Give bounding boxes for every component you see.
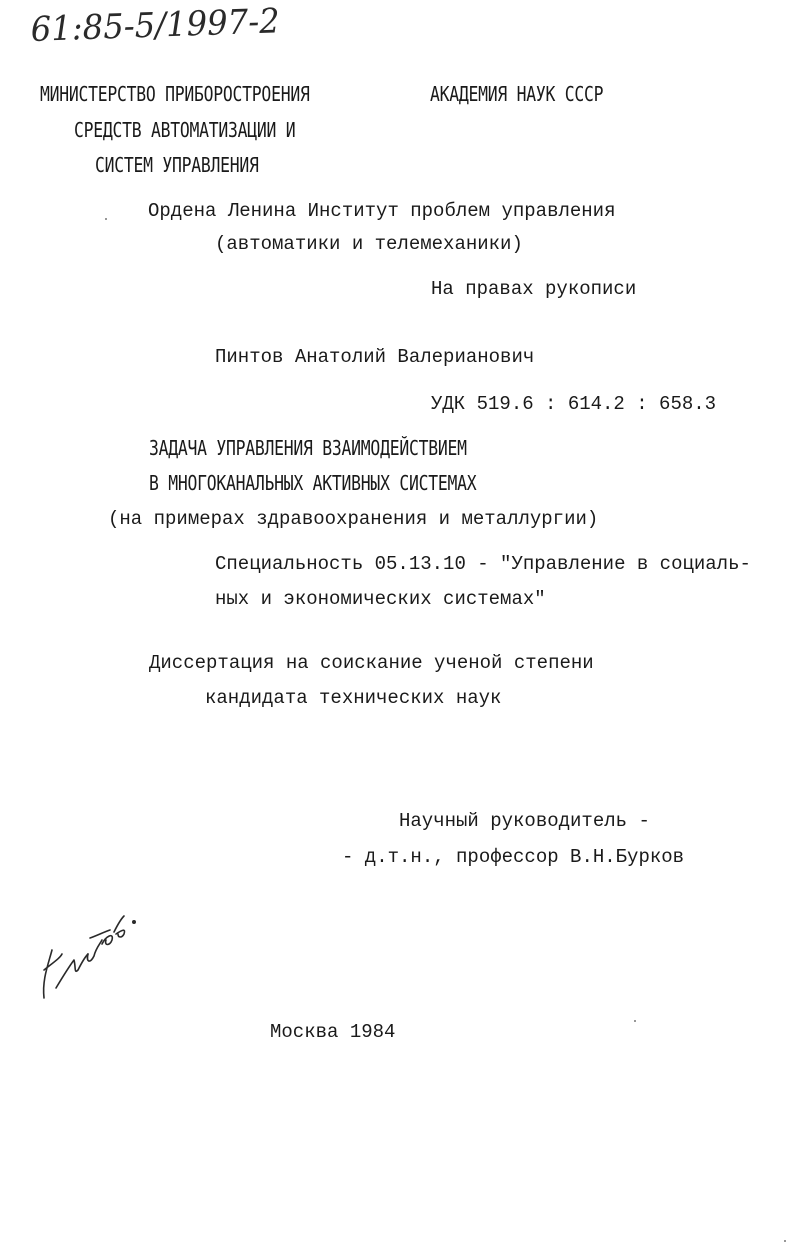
specialty-line-2: ных и экономических системах": [215, 588, 546, 610]
scan-speck: [784, 1240, 786, 1242]
thesis-subtitle: (на примерах здравоохранения и металлургии): [108, 508, 599, 530]
author-name: Пинтов Анатолий Валерианович: [215, 346, 535, 368]
author-signature: [30, 910, 140, 1010]
manuscript-rights: На правах рукописи: [431, 278, 637, 300]
dissertation-line-1: Диссертация на соискание ученой степени: [149, 652, 594, 674]
thesis-title-line-1: ЗАДАЧА УПРАВЛЕНИЯ ВЗАИМОДЕЙСТВИЕМ: [149, 436, 467, 460]
academy-heading: АКАДЕМИЯ НАУК СССР: [430, 82, 604, 106]
scan-speck: [105, 218, 107, 220]
dissertation-line-2: кандидата технических наук: [205, 687, 502, 709]
ministry-line-2: СРЕДСТВ АВТОМАТИЗАЦИИ И: [74, 118, 296, 142]
archive-mark: 61:85-5/1997-2: [30, 1, 281, 50]
specialty-line-1: Специальность 05.13.10 - "Управление в социаль-: [215, 553, 751, 575]
scan-speck: [634, 1020, 636, 1022]
institute-line-2: (автоматики и телемеханики): [215, 233, 523, 255]
thesis-title-line-2: В МНОГОКАНАЛЬНЫХ АКТИВНЫХ СИСТЕМАХ: [149, 471, 477, 495]
institute-line-1: Ордена Ленина Институт проблем управления: [148, 200, 616, 222]
supervisor-line-2: - д.т.н., профессор В.Н.Бурков: [342, 846, 685, 868]
ministry-line-3: СИСТЕМ УПРАВЛЕНИЯ: [95, 153, 259, 177]
place-and-year: Москва 1984: [270, 1021, 396, 1043]
ministry-line-1: МИНИСТЕРСТВО ПРИБОРОСТРОЕНИЯ: [40, 82, 310, 106]
udk-code: УДК 519.6 : 614.2 : 658.3: [431, 393, 717, 415]
supervisor-line-1: Научный руководитель -: [399, 810, 650, 832]
